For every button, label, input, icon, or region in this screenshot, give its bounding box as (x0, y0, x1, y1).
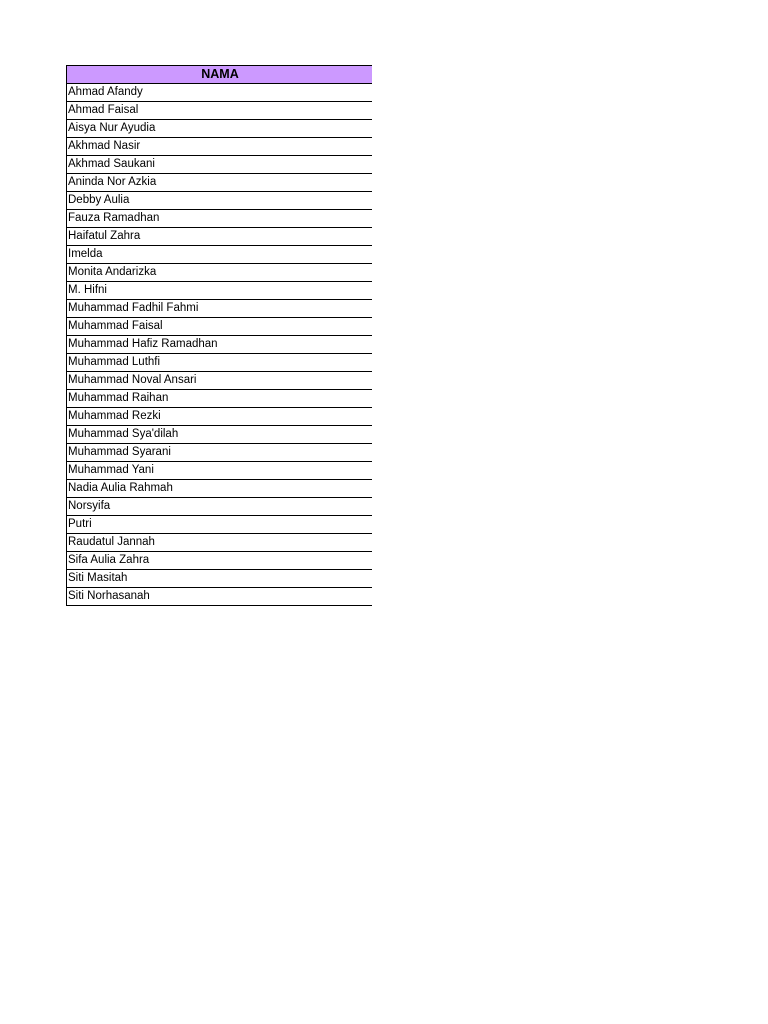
name-cell[interactable]: Norsyifa (67, 498, 373, 516)
table-row (67, 300, 373, 318)
table-row (67, 444, 373, 462)
name-cell[interactable]: M. Hifni (67, 282, 373, 300)
table-row (67, 282, 373, 300)
table-row (67, 210, 373, 228)
name-cell[interactable]: Muhammad Noval Ansari (67, 372, 373, 390)
name-cell[interactable]: Muhammad Sya'dilah (67, 426, 373, 444)
table-row (67, 174, 373, 192)
name-cell[interactable]: Muhammad Raihan (67, 390, 373, 408)
name-cell[interactable]: Aisya Nur Ayudia (67, 120, 373, 138)
table-row (67, 354, 373, 372)
table-header (67, 66, 373, 84)
name-cell[interactable]: Akhmad Saukani (67, 156, 373, 174)
name-cell[interactable]: Muhammad Fadhil Fahmi (67, 300, 373, 318)
name-cell[interactable]: Ahmad Faisal (67, 102, 373, 120)
name-cell[interactable]: Imelda (67, 246, 373, 264)
name-cell[interactable]: Debby Aulia (67, 192, 373, 210)
name-cell[interactable]: Muhammad Syarani (67, 444, 373, 462)
name-cell[interactable]: Siti Norhasanah (67, 588, 373, 606)
name-table (66, 65, 372, 606)
table-row (67, 138, 373, 156)
table-row (67, 552, 373, 570)
table-row (67, 588, 373, 606)
table-row (67, 336, 373, 354)
table-row (67, 246, 373, 264)
table-row (67, 462, 373, 480)
table-row (67, 498, 373, 516)
name-cell[interactable]: Muhammad Luthfi (67, 354, 373, 372)
name-cell[interactable]: Akhmad Nasir (67, 138, 373, 156)
table-row (67, 480, 373, 498)
name-cell[interactable]: Muhammad Hafiz Ramadhan (67, 336, 373, 354)
name-cell[interactable]: Monita Andarizka (67, 264, 373, 282)
table-row (67, 228, 373, 246)
table-row (67, 534, 373, 552)
table-row (67, 426, 373, 444)
name-cell[interactable]: Siti Masitah (67, 570, 373, 588)
table-row (67, 372, 373, 390)
name-cell[interactable]: Fauza Ramadhan (67, 210, 373, 228)
table-row (67, 264, 373, 282)
table-row (67, 390, 373, 408)
table-row (67, 318, 373, 336)
name-cell[interactable]: Putri (67, 516, 373, 534)
header-row (67, 66, 373, 84)
name-cell[interactable]: Raudatul Jannah (67, 534, 373, 552)
table-row (67, 84, 373, 102)
name-cell[interactable]: Aninda Nor Azkia (67, 174, 373, 192)
name-cell[interactable]: Sifa Aulia Zahra (67, 552, 373, 570)
table-body (67, 84, 373, 606)
table-row (67, 156, 373, 174)
name-cell[interactable]: Muhammad Faisal (67, 318, 373, 336)
table-row (67, 408, 373, 426)
table-row (67, 102, 373, 120)
table-row (67, 192, 373, 210)
name-cell[interactable]: Muhammad Rezki (67, 408, 373, 426)
table-row (67, 516, 373, 534)
name-cell[interactable]: Haifatul Zahra (67, 228, 373, 246)
name-cell[interactable]: Nadia Aulia Rahmah (67, 480, 373, 498)
name-cell[interactable]: Ahmad Afandy (67, 84, 373, 102)
table-row (67, 120, 373, 138)
name-cell[interactable]: Muhammad Yani (67, 462, 373, 480)
column-header-nama: NAMA (67, 66, 373, 84)
table-row (67, 570, 373, 588)
